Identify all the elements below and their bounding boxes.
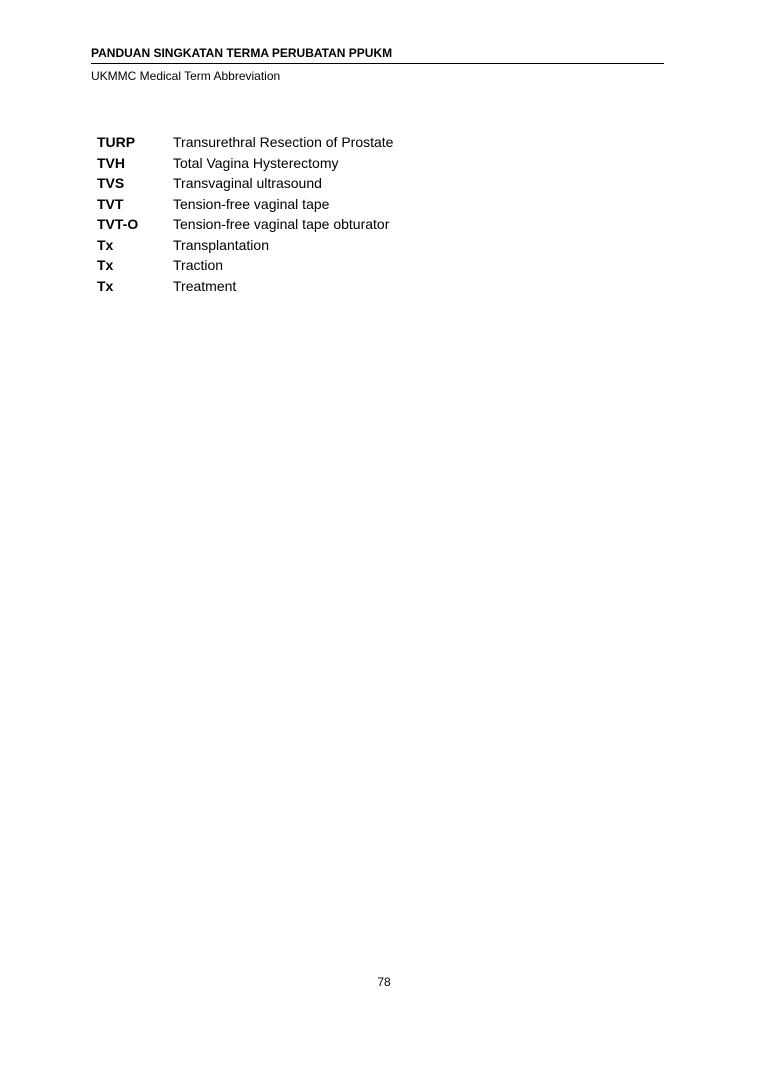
abbreviation-term: Tx [97, 236, 114, 253]
list-item [97, 132, 577, 153]
abbreviation-term: TVT [97, 195, 124, 212]
abbreviation-term: Tx [97, 277, 114, 294]
page-header [91, 45, 664, 84]
abbreviation-definition: Transvaginal ultrasound [173, 175, 322, 192]
page-number: 78 [377, 975, 391, 989]
abbreviation-definition: Total Vagina Hysterectomy [173, 154, 339, 171]
abbreviation-definition: Tension-free vaginal tape [173, 195, 330, 212]
list-item [97, 194, 577, 215]
abbreviation-term: TURP [97, 134, 136, 151]
abbreviation-definition: Traction [173, 257, 224, 274]
list-item [97, 235, 577, 256]
page-subtitle: UKMMC Medical Term Abbreviation [91, 69, 281, 83]
abbreviation-definition: Transplantation [173, 236, 269, 253]
abbreviation-term: Tx [97, 257, 114, 274]
list-item [97, 214, 577, 235]
abbreviation-definition: Tension-free vaginal tape obturator [173, 216, 390, 233]
abbreviation-term: TVT-O [97, 216, 139, 233]
list-item [97, 173, 577, 194]
list-item [97, 255, 577, 276]
abbreviation-definition: Treatment [173, 277, 237, 294]
page-title: PANDUAN SINGKATAN TERMA PERUBATAN PPUKM [91, 46, 393, 60]
abbreviation-term: TVH [97, 154, 125, 171]
abbreviation-definition: Transurethral Resection of Prostate [173, 134, 394, 151]
list-item [97, 276, 577, 297]
abbreviation-term: TVS [97, 175, 125, 192]
abbreviation-list [97, 132, 577, 296]
header-divider [91, 63, 664, 64]
list-item [97, 153, 577, 174]
